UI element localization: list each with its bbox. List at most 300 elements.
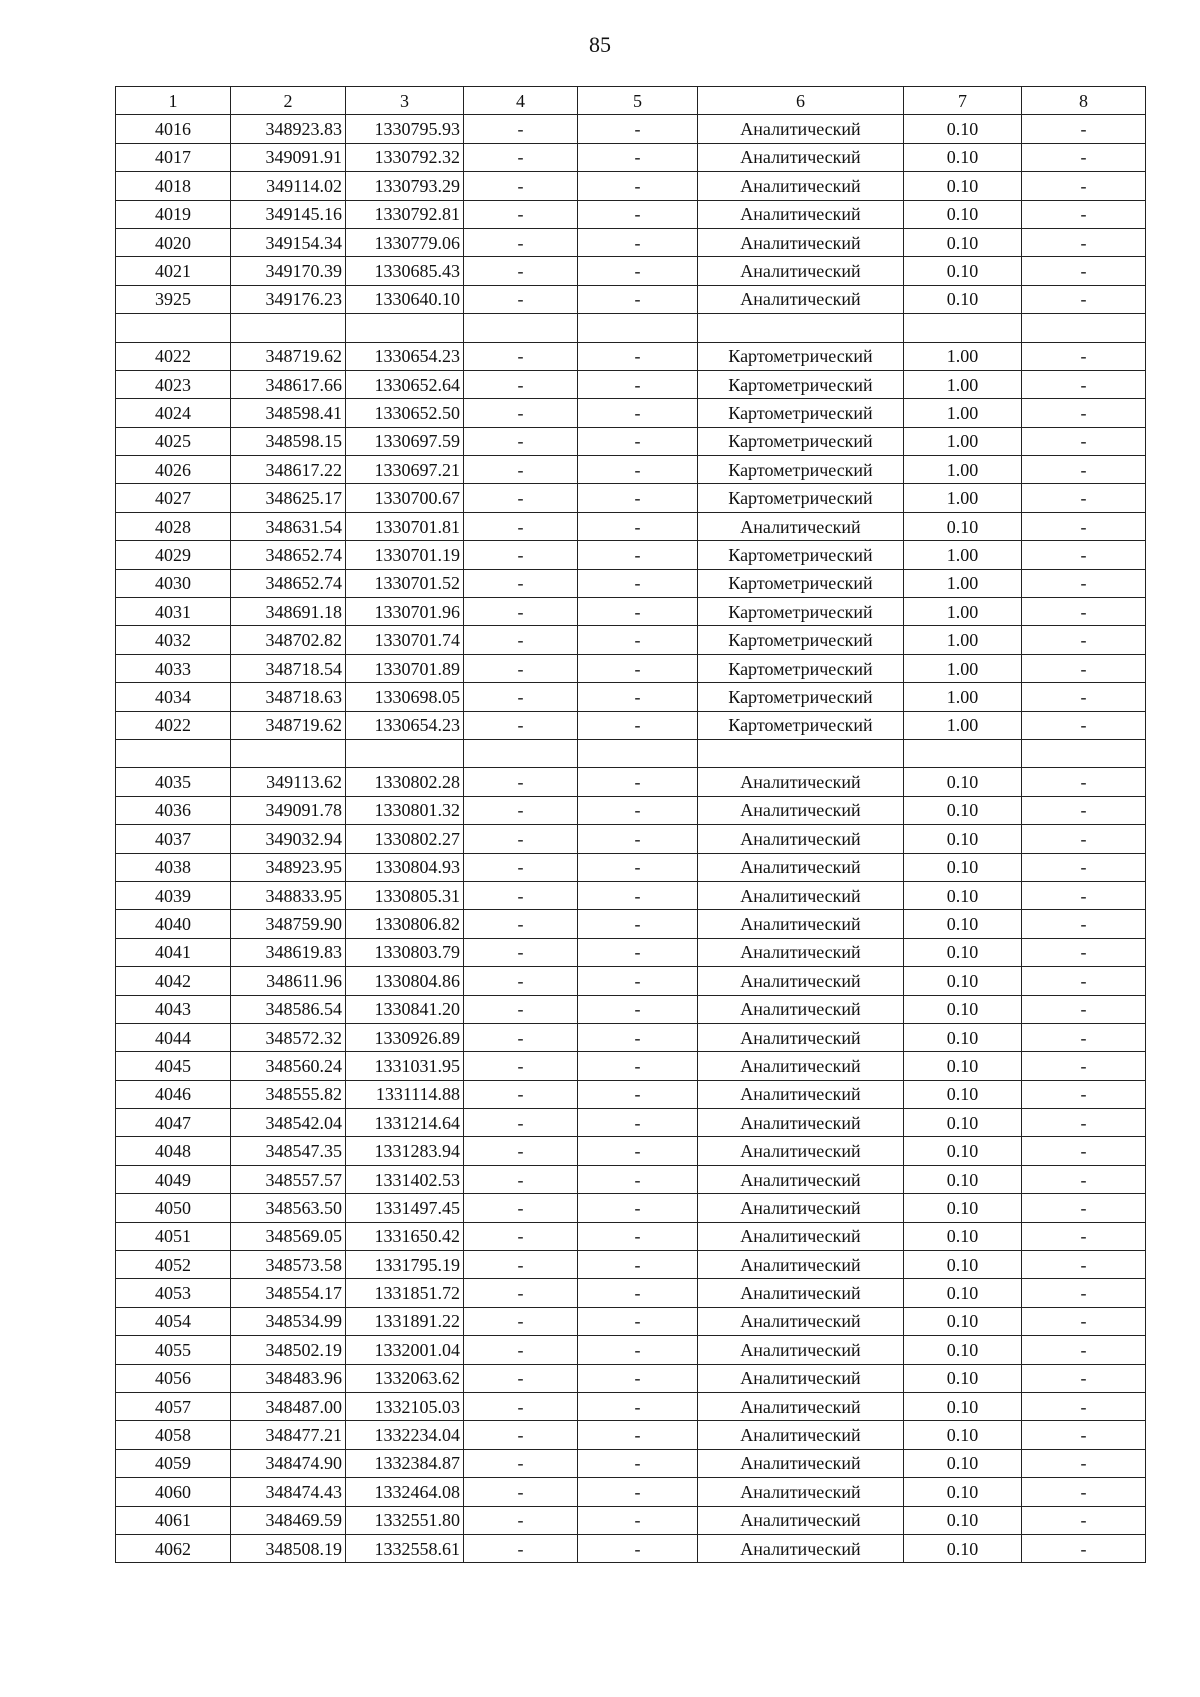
table-cell-col3: 1330841.20 bbox=[346, 995, 464, 1023]
table-cell-col5 bbox=[578, 314, 698, 342]
table-cell-col5: - bbox=[578, 910, 698, 938]
table-cell-col3: 1330640.10 bbox=[346, 285, 464, 313]
table-cell-col5: - bbox=[578, 654, 698, 682]
table-cell-col4: - bbox=[464, 172, 578, 200]
table-cell-col6: Аналитический bbox=[698, 1109, 904, 1137]
table-row bbox=[116, 1222, 1146, 1250]
table-cell-col7: 0.10 bbox=[904, 1449, 1022, 1477]
coordinates-table bbox=[115, 86, 1146, 1563]
table-cell-col7: 0.10 bbox=[904, 1336, 1022, 1364]
column-header: 6 bbox=[698, 87, 904, 115]
table-cell-col7: 0.10 bbox=[904, 853, 1022, 881]
table-cell-col6: Картометрический bbox=[698, 598, 904, 626]
table-cell-col1: 4043 bbox=[116, 995, 231, 1023]
table-row bbox=[116, 172, 1146, 200]
table-cell-col5: - bbox=[578, 1109, 698, 1137]
table-cell-col2: 348569.05 bbox=[231, 1222, 346, 1250]
table-cell-col2: 348691.18 bbox=[231, 598, 346, 626]
table-cell-col7: 1.00 bbox=[904, 541, 1022, 569]
column-header: 7 bbox=[904, 87, 1022, 115]
table-cell-col6: Аналитический bbox=[698, 1279, 904, 1307]
table-cell-col2: 349032.94 bbox=[231, 825, 346, 853]
column-header: 8 bbox=[1022, 87, 1146, 115]
table-cell-col4: - bbox=[464, 654, 578, 682]
table-cell-col2: 348502.19 bbox=[231, 1336, 346, 1364]
table-cell-col2: 348719.62 bbox=[231, 711, 346, 739]
table-cell-col6: Картометрический bbox=[698, 456, 904, 484]
table-cell-col4: - bbox=[464, 768, 578, 796]
table-cell-col4: - bbox=[464, 456, 578, 484]
table-cell-col1: 4022 bbox=[116, 711, 231, 739]
table-cell-col5: - bbox=[578, 569, 698, 597]
table-cell-col8: - bbox=[1022, 1336, 1146, 1364]
table-cell-col2: 348617.66 bbox=[231, 370, 346, 398]
table-cell-col7: 0.10 bbox=[904, 1392, 1022, 1420]
table-cell-col7: 0.10 bbox=[904, 796, 1022, 824]
table-cell-col5: - bbox=[578, 1307, 698, 1335]
table-cell-col3 bbox=[346, 314, 464, 342]
table-cell-col4 bbox=[464, 314, 578, 342]
table-cell-col4: - bbox=[464, 1023, 578, 1051]
table-cell-col3: 1330652.50 bbox=[346, 399, 464, 427]
table-row bbox=[116, 228, 1146, 256]
table-cell-col1 bbox=[116, 739, 231, 767]
table-cell-col1: 4045 bbox=[116, 1052, 231, 1080]
table-cell-col6: Аналитический bbox=[698, 1307, 904, 1335]
table-row bbox=[116, 768, 1146, 796]
table-cell-col8: - bbox=[1022, 1449, 1146, 1477]
table-cell-col4: - bbox=[464, 1534, 578, 1562]
table-cell-col6: Картометрический bbox=[698, 399, 904, 427]
table-cell-col5: - bbox=[578, 995, 698, 1023]
table-cell-col2: 348483.96 bbox=[231, 1364, 346, 1392]
table-row bbox=[116, 1534, 1146, 1562]
table-cell-col2: 349176.23 bbox=[231, 285, 346, 313]
table-cell-col1 bbox=[116, 314, 231, 342]
table-cell-col6: Аналитический bbox=[698, 512, 904, 540]
table-cell-col7 bbox=[904, 739, 1022, 767]
table-cell-col2: 348598.41 bbox=[231, 399, 346, 427]
table-cell-col3: 1330801.32 bbox=[346, 796, 464, 824]
table-cell-col2: 348547.35 bbox=[231, 1137, 346, 1165]
table-cell-col5: - bbox=[578, 1251, 698, 1279]
table-cell-col5: - bbox=[578, 370, 698, 398]
column-header: 1 bbox=[116, 87, 231, 115]
table-cell-col2: 348617.22 bbox=[231, 456, 346, 484]
table-cell-col1: 4052 bbox=[116, 1251, 231, 1279]
table-cell-col3: 1330652.64 bbox=[346, 370, 464, 398]
table-cell-col6: Аналитический bbox=[698, 1364, 904, 1392]
table-cell-col4: - bbox=[464, 1449, 578, 1477]
column-header: 4 bbox=[464, 87, 578, 115]
table-cell-col7: 1.00 bbox=[904, 399, 1022, 427]
table-cell-col4: - bbox=[464, 1080, 578, 1108]
table-row bbox=[116, 1421, 1146, 1449]
table-row bbox=[116, 796, 1146, 824]
table-cell-col8: - bbox=[1022, 512, 1146, 540]
table-cell-col5: - bbox=[578, 1023, 698, 1051]
table-cell-col3: 1330802.27 bbox=[346, 825, 464, 853]
table-cell-col2: 348719.62 bbox=[231, 342, 346, 370]
table-cell-col2: 348474.43 bbox=[231, 1478, 346, 1506]
table-cell-col3: 1331402.53 bbox=[346, 1165, 464, 1193]
table-cell-col3: 1331114.88 bbox=[346, 1080, 464, 1108]
table-cell-col3: 1331795.19 bbox=[346, 1251, 464, 1279]
table-cell-col1: 4055 bbox=[116, 1336, 231, 1364]
table-cell-col3: 1330697.59 bbox=[346, 427, 464, 455]
table-row bbox=[116, 711, 1146, 739]
table-cell-col7 bbox=[904, 314, 1022, 342]
table-cell-col5: - bbox=[578, 541, 698, 569]
table-cell-col4: - bbox=[464, 541, 578, 569]
table-cell-col4: - bbox=[464, 711, 578, 739]
table-cell-col3: 1330926.89 bbox=[346, 1023, 464, 1051]
table-cell-col2: 349145.16 bbox=[231, 200, 346, 228]
table-cell-col8: - bbox=[1022, 1222, 1146, 1250]
table-cell-col6: Картометрический bbox=[698, 626, 904, 654]
table-cell-col5: - bbox=[578, 1336, 698, 1364]
table-cell-col3: 1330802.28 bbox=[346, 768, 464, 796]
table-cell-col2: 349154.34 bbox=[231, 228, 346, 256]
column-header: 2 bbox=[231, 87, 346, 115]
table-cell-col2: 348487.00 bbox=[231, 1392, 346, 1420]
table-cell-col3: 1330701.81 bbox=[346, 512, 464, 540]
table-cell-col1: 4056 bbox=[116, 1364, 231, 1392]
table-cell-col7: 0.10 bbox=[904, 257, 1022, 285]
table-cell-col2: 348508.19 bbox=[231, 1534, 346, 1562]
table-cell-col7: 1.00 bbox=[904, 342, 1022, 370]
table-cell-col2: 348557.57 bbox=[231, 1165, 346, 1193]
table-cell-col5: - bbox=[578, 853, 698, 881]
table-cell-col2 bbox=[231, 739, 346, 767]
table-cell-col1: 4029 bbox=[116, 541, 231, 569]
table-cell-col5: - bbox=[578, 1506, 698, 1534]
table-cell-col1: 4053 bbox=[116, 1279, 231, 1307]
table-cell-col6: Аналитический bbox=[698, 1421, 904, 1449]
table-row bbox=[116, 1251, 1146, 1279]
table-cell-col6: Аналитический bbox=[698, 938, 904, 966]
table-cell-col6: Аналитический bbox=[698, 1222, 904, 1250]
table-cell-col2: 349170.39 bbox=[231, 257, 346, 285]
table-row bbox=[116, 995, 1146, 1023]
table-cell-col4: - bbox=[464, 1165, 578, 1193]
table-cell-col8: - bbox=[1022, 1279, 1146, 1307]
table-cell-col8: - bbox=[1022, 967, 1146, 995]
table-cell-col2: 349091.78 bbox=[231, 796, 346, 824]
table-row bbox=[116, 938, 1146, 966]
table-cell-col8: - bbox=[1022, 910, 1146, 938]
table-cell-col4: - bbox=[464, 569, 578, 597]
table-cell-col3: 1330685.43 bbox=[346, 257, 464, 285]
table-cell-col8: - bbox=[1022, 654, 1146, 682]
table-row bbox=[116, 200, 1146, 228]
table-cell-col7: 1.00 bbox=[904, 598, 1022, 626]
table-cell-col3: 1331497.45 bbox=[346, 1194, 464, 1222]
table-cell-col7: 1.00 bbox=[904, 683, 1022, 711]
table-cell-col1: 4024 bbox=[116, 399, 231, 427]
table-cell-col8: - bbox=[1022, 427, 1146, 455]
table-cell-col5: - bbox=[578, 768, 698, 796]
table-cell-col4: - bbox=[464, 683, 578, 711]
table-cell-col7: 0.10 bbox=[904, 115, 1022, 143]
table-cell-col6: Аналитический bbox=[698, 1023, 904, 1051]
table-cell-col4: - bbox=[464, 626, 578, 654]
table-cell-col7: 0.10 bbox=[904, 285, 1022, 313]
table-cell-col4: - bbox=[464, 853, 578, 881]
table-cell-col4: - bbox=[464, 995, 578, 1023]
table-cell-col6: Картометрический bbox=[698, 484, 904, 512]
blank-separator-row bbox=[116, 314, 1146, 342]
table-cell-col7: 0.10 bbox=[904, 995, 1022, 1023]
table-cell-col4: - bbox=[464, 910, 578, 938]
table-cell-col2 bbox=[231, 314, 346, 342]
table-row bbox=[116, 115, 1146, 143]
table-cell-col7: 1.00 bbox=[904, 456, 1022, 484]
table-cell-col7: 0.10 bbox=[904, 881, 1022, 909]
table-cell-col8: - bbox=[1022, 257, 1146, 285]
table-cell-col4: - bbox=[464, 1251, 578, 1279]
table-cell-col6: Аналитический bbox=[698, 967, 904, 995]
table-cell-col1: 4036 bbox=[116, 796, 231, 824]
table-cell-col5: - bbox=[578, 881, 698, 909]
table-cell-col6: Аналитический bbox=[698, 1080, 904, 1108]
table-cell-col6: Аналитический bbox=[698, 115, 904, 143]
table-row bbox=[116, 541, 1146, 569]
table-row bbox=[116, 1336, 1146, 1364]
table-cell-col2: 348474.90 bbox=[231, 1449, 346, 1477]
table-cell-col5: - bbox=[578, 1421, 698, 1449]
table-cell-col6: Аналитический bbox=[698, 853, 904, 881]
table-cell-col4: - bbox=[464, 1222, 578, 1250]
table-cell-col7: 0.10 bbox=[904, 1165, 1022, 1193]
table-cell-col8: - bbox=[1022, 484, 1146, 512]
table-cell-col3: 1331851.72 bbox=[346, 1279, 464, 1307]
table-cell-col6: Аналитический bbox=[698, 285, 904, 313]
table-row bbox=[116, 285, 1146, 313]
table-cell-col3: 1332464.08 bbox=[346, 1478, 464, 1506]
table-cell-col8: - bbox=[1022, 598, 1146, 626]
table-cell-col8: - bbox=[1022, 569, 1146, 597]
table-cell-col8: - bbox=[1022, 683, 1146, 711]
table-cell-col8 bbox=[1022, 314, 1146, 342]
table-cell-col7: 1.00 bbox=[904, 711, 1022, 739]
table-cell-col8: - bbox=[1022, 399, 1146, 427]
table-cell-col3: 1330701.19 bbox=[346, 541, 464, 569]
table-row bbox=[116, 626, 1146, 654]
table-cell-col2: 348652.74 bbox=[231, 541, 346, 569]
table-cell-col3: 1330654.23 bbox=[346, 711, 464, 739]
table-cell-col8: - bbox=[1022, 1478, 1146, 1506]
table-cell-col7: 0.10 bbox=[904, 825, 1022, 853]
table-cell-col4: - bbox=[464, 1194, 578, 1222]
table-cell-col1: 4030 bbox=[116, 569, 231, 597]
table-cell-col7: 0.10 bbox=[904, 1506, 1022, 1534]
table-cell-col8: - bbox=[1022, 1307, 1146, 1335]
table-cell-col8: - bbox=[1022, 1023, 1146, 1051]
table-row bbox=[116, 257, 1146, 285]
table-row bbox=[116, 853, 1146, 881]
table-cell-col6: Картометрический bbox=[698, 654, 904, 682]
table-cell-col6: Картометрический bbox=[698, 370, 904, 398]
table-cell-col5: - bbox=[578, 1080, 698, 1108]
table-cell-col7: 1.00 bbox=[904, 626, 1022, 654]
table-cell-col3: 1331031.95 bbox=[346, 1052, 464, 1080]
table-cell-col8 bbox=[1022, 739, 1146, 767]
table-cell-col4: - bbox=[464, 598, 578, 626]
table-row bbox=[116, 569, 1146, 597]
table-cell-col6: Аналитический bbox=[698, 995, 904, 1023]
table-cell-col7: 0.10 bbox=[904, 1421, 1022, 1449]
table-row bbox=[116, 143, 1146, 171]
table-row bbox=[116, 1109, 1146, 1137]
table-cell-col4: - bbox=[464, 1279, 578, 1307]
table-cell-col8: - bbox=[1022, 853, 1146, 881]
table-cell-col5: - bbox=[578, 1279, 698, 1307]
table-cell-col5: - bbox=[578, 1052, 698, 1080]
table-cell-col6: Аналитический bbox=[698, 910, 904, 938]
table-cell-col1: 4060 bbox=[116, 1478, 231, 1506]
table-cell-col7: 0.10 bbox=[904, 768, 1022, 796]
table-cell-col7: 1.00 bbox=[904, 569, 1022, 597]
header-row bbox=[116, 87, 1146, 115]
table-cell-col4: - bbox=[464, 143, 578, 171]
table-cell-col5: - bbox=[578, 456, 698, 484]
table-cell-col2: 348718.63 bbox=[231, 683, 346, 711]
table-cell-col2: 349114.02 bbox=[231, 172, 346, 200]
table-cell-col3: 1330701.89 bbox=[346, 654, 464, 682]
table-cell-col2: 348477.21 bbox=[231, 1421, 346, 1449]
table-cell-col5: - bbox=[578, 626, 698, 654]
table-cell-col1: 4054 bbox=[116, 1307, 231, 1335]
table-cell-col6: Аналитический bbox=[698, 228, 904, 256]
table-cell-col1: 4016 bbox=[116, 115, 231, 143]
table-cell-col7: 0.10 bbox=[904, 1279, 1022, 1307]
table-cell-col7: 0.10 bbox=[904, 938, 1022, 966]
table-cell-col4: - bbox=[464, 796, 578, 824]
table-cell-col5: - bbox=[578, 598, 698, 626]
table-cell-col3: 1330793.29 bbox=[346, 172, 464, 200]
table-row bbox=[116, 825, 1146, 853]
table-cell-col1: 4041 bbox=[116, 938, 231, 966]
table-cell-col8: - bbox=[1022, 172, 1146, 200]
table-cell-col1: 4022 bbox=[116, 342, 231, 370]
table-row bbox=[116, 399, 1146, 427]
table-cell-col7: 1.00 bbox=[904, 484, 1022, 512]
table-cell-col8: - bbox=[1022, 370, 1146, 398]
table-cell-col5: - bbox=[578, 115, 698, 143]
table-cell-col8: - bbox=[1022, 342, 1146, 370]
table-cell-col3: 1330701.96 bbox=[346, 598, 464, 626]
table-cell-col1: 4047 bbox=[116, 1109, 231, 1137]
table-row bbox=[116, 1137, 1146, 1165]
table-cell-col8: - bbox=[1022, 1506, 1146, 1534]
table-row bbox=[116, 484, 1146, 512]
table-cell-col2: 348611.96 bbox=[231, 967, 346, 995]
table-cell-col4: - bbox=[464, 1364, 578, 1392]
table-cell-col2: 348534.99 bbox=[231, 1307, 346, 1335]
table-cell-col6: Аналитический bbox=[698, 1194, 904, 1222]
table-cell-col6: Аналитический bbox=[698, 1336, 904, 1364]
table-cell-col7: 0.10 bbox=[904, 910, 1022, 938]
table-cell-col4: - bbox=[464, 881, 578, 909]
table-cell-col8: - bbox=[1022, 1421, 1146, 1449]
table-cell-col2: 348563.50 bbox=[231, 1194, 346, 1222]
table-cell-col1: 3925 bbox=[116, 285, 231, 313]
table-cell-col7: 0.10 bbox=[904, 172, 1022, 200]
table-cell-col1: 4040 bbox=[116, 910, 231, 938]
table-cell-col8: - bbox=[1022, 711, 1146, 739]
table-cell-col1: 4026 bbox=[116, 456, 231, 484]
table-cell-col5: - bbox=[578, 143, 698, 171]
table-cell-col6: Аналитический bbox=[698, 1449, 904, 1477]
table-row bbox=[116, 342, 1146, 370]
column-header: 3 bbox=[346, 87, 464, 115]
table-cell-col7: 0.10 bbox=[904, 1194, 1022, 1222]
table-cell-col4: - bbox=[464, 1336, 578, 1364]
table-cell-col5: - bbox=[578, 484, 698, 512]
table-cell-col8: - bbox=[1022, 541, 1146, 569]
table-cell-col8: - bbox=[1022, 768, 1146, 796]
table-cell-col7: 1.00 bbox=[904, 427, 1022, 455]
table-cell-col8: - bbox=[1022, 1392, 1146, 1420]
table-cell-col1: 4039 bbox=[116, 881, 231, 909]
table-cell-col7: 0.10 bbox=[904, 1251, 1022, 1279]
table-cell-col1: 4023 bbox=[116, 370, 231, 398]
table-cell-col4: - bbox=[464, 1109, 578, 1137]
page-number: 85 bbox=[589, 32, 611, 57]
table-cell-col5: - bbox=[578, 228, 698, 256]
table-row bbox=[116, 1364, 1146, 1392]
table-cell-col8: - bbox=[1022, 1109, 1146, 1137]
table-cell-col4: - bbox=[464, 1307, 578, 1335]
blank-separator-row bbox=[116, 739, 1146, 767]
table-cell-col2: 348652.74 bbox=[231, 569, 346, 597]
table-cell-col5: - bbox=[578, 172, 698, 200]
table-cell-col7: 0.10 bbox=[904, 512, 1022, 540]
table-cell-col3: 1330697.21 bbox=[346, 456, 464, 484]
table-cell-col7: 0.10 bbox=[904, 1109, 1022, 1137]
table-cell-col8: - bbox=[1022, 995, 1146, 1023]
table-cell-col6: Аналитический bbox=[698, 1534, 904, 1562]
table-cell-col8: - bbox=[1022, 1137, 1146, 1165]
table-row bbox=[116, 1449, 1146, 1477]
table-cell-col4: - bbox=[464, 342, 578, 370]
table-cell-col6: Аналитический bbox=[698, 796, 904, 824]
table-cell-col6: Аналитический bbox=[698, 1392, 904, 1420]
table-cell-col3: 1332105.03 bbox=[346, 1392, 464, 1420]
table-cell-col3: 1331214.64 bbox=[346, 1109, 464, 1137]
table-cell-col7: 0.10 bbox=[904, 967, 1022, 995]
table-cell-col5: - bbox=[578, 1222, 698, 1250]
table-cell-col3: 1330701.74 bbox=[346, 626, 464, 654]
table-cell-col5: - bbox=[578, 427, 698, 455]
table-cell-col4: - bbox=[464, 938, 578, 966]
table-row bbox=[116, 1080, 1146, 1108]
table-row bbox=[116, 683, 1146, 711]
table-cell-col8: - bbox=[1022, 1165, 1146, 1193]
table-cell-col1: 4021 bbox=[116, 257, 231, 285]
table-cell-col7: 0.10 bbox=[904, 1534, 1022, 1562]
table-cell-col7: 0.10 bbox=[904, 1023, 1022, 1051]
table-cell-col3: 1332063.62 bbox=[346, 1364, 464, 1392]
table-cell-col1: 4057 bbox=[116, 1392, 231, 1420]
table-row bbox=[116, 1478, 1146, 1506]
table-cell-col5: - bbox=[578, 1194, 698, 1222]
table-cell-col8: - bbox=[1022, 143, 1146, 171]
table-cell-col8: - bbox=[1022, 1080, 1146, 1108]
table-row bbox=[116, 881, 1146, 909]
table-cell-col5: - bbox=[578, 938, 698, 966]
